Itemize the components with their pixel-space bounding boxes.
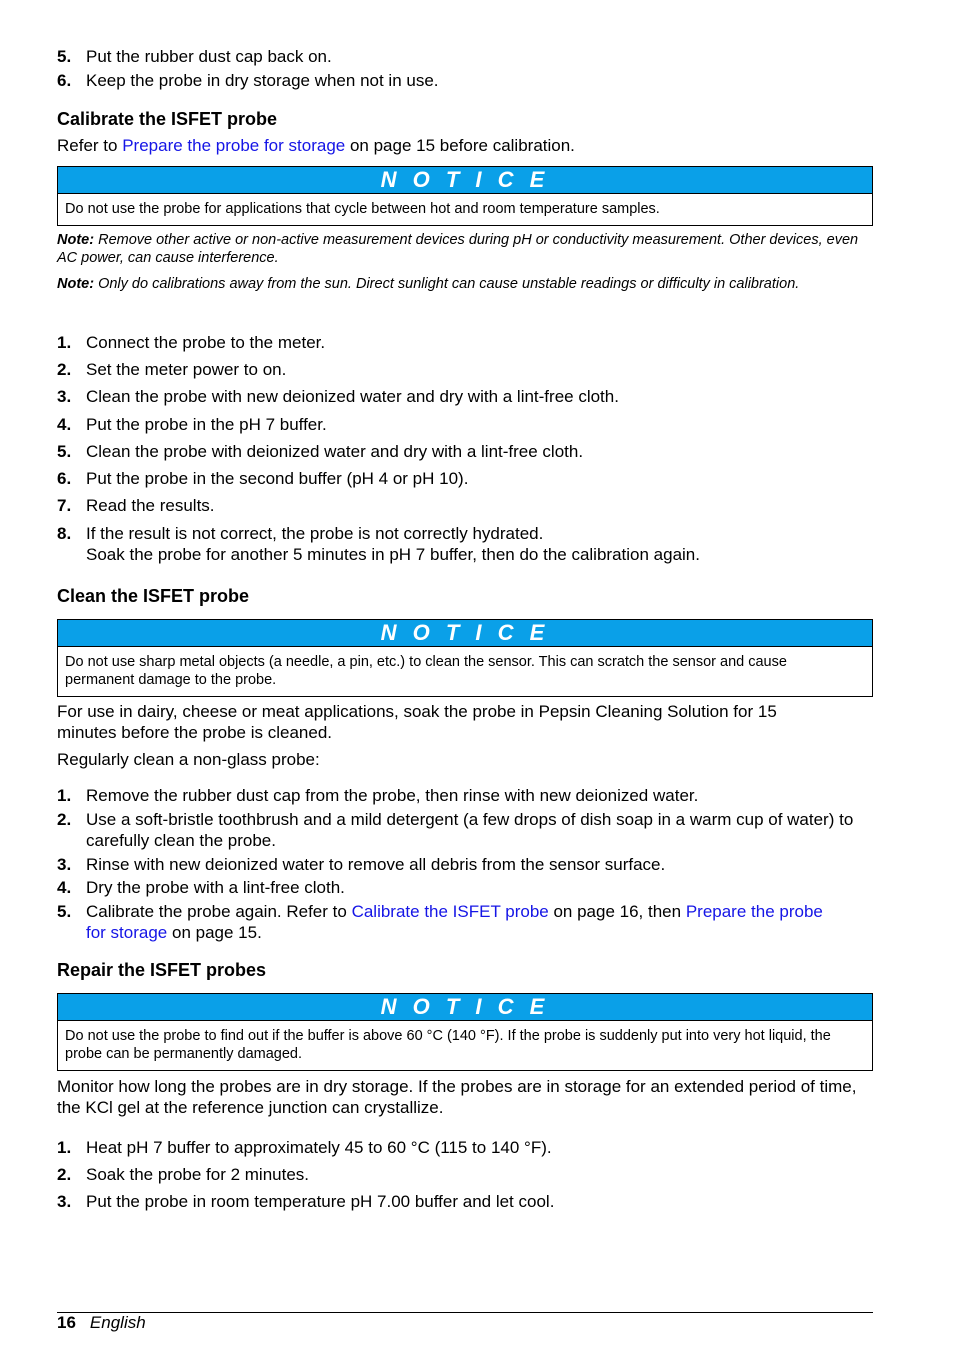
list-text: Put the rubber dust cap back on. (86, 47, 332, 66)
notice-text: Do not use the probe for applications that cycle between hot and room temperature samples. (65, 201, 660, 217)
list-number: 8. (57, 524, 72, 543)
list-text: Keep the probe in dry storage when not in use. (86, 71, 439, 90)
list-number: 3. (57, 387, 72, 406)
notice-title: N O T I C E (58, 994, 872, 1021)
list-number: 4. (57, 415, 72, 434)
list-text: Remove the rubber dust cap from the probe, then rinse with new deionized water. (86, 786, 699, 805)
link-calibrate-isfet-probe[interactable]: Calibrate the ISFET probe (351, 902, 549, 921)
list-text: Clean the probe with new deionized water and dry with a lint-free cloth. (86, 387, 619, 406)
list-number: 2. (57, 1165, 72, 1184)
list-text: Set the meter power to on. (86, 360, 287, 379)
paragraph: For use in dairy, cheese or meat applications, soak the probe in Pepsin Cleaning Solution for 15 minutes before the probe is cleaned. (57, 702, 777, 742)
section-heading-calibrate: Calibrate the ISFET probe (57, 109, 278, 129)
footer-divider (57, 1312, 873, 1313)
list-item (57, 468, 873, 489)
list-number: 5. (57, 442, 72, 461)
list-item (57, 386, 873, 407)
paragraph: Monitor how long the probes are in dry storage. If the probes are in storage for an extended period of time, the KCl gel at the reference junction can crystallize. (57, 1077, 857, 1117)
page-footer (57, 1312, 146, 1333)
list-item (57, 359, 873, 380)
list-item (57, 854, 873, 875)
paragraph: Regularly clean a non-glass probe: (57, 750, 320, 769)
list-item (57, 332, 873, 353)
list-text: If the result is not correct, the probe is not correctly hydrated. (86, 524, 544, 543)
link-prepare-probe-storage[interactable]: Prepare the probe for storage (122, 136, 346, 155)
section-heading-clean: Clean the ISFET probe (57, 586, 250, 606)
page-number: 16 (57, 1313, 76, 1332)
list-text: Heat pH 7 buffer to approximately 45 to 60 °C (115 to 140 °F). (86, 1138, 552, 1157)
list-item (57, 901, 873, 943)
list-item (57, 523, 873, 565)
note: Note: Remove other active or non-active measurement devices during pH or conductivity measurement. Other devices, even AC power, can cause interference. (57, 232, 859, 266)
notice-title: N O T I C E (58, 167, 872, 194)
list-text: Use a soft-bristle toothbrush and a mild detergent (a few drops of dish soap in a warm cup of water) to carefully clean the probe. (86, 810, 854, 850)
list-text: Put the probe in the pH 7 buffer. (86, 415, 327, 434)
link-prepare-probe-storage[interactable]: Prepare the probe for storage (86, 902, 823, 942)
list-text: Clean the probe with deionized water and dry with a lint-free cloth. (86, 442, 584, 461)
list-number: 7. (57, 496, 72, 515)
list-text: Rinse with new deionized water to remove all debris from the sensor surface. (86, 855, 666, 874)
list-number: 5. (57, 902, 72, 921)
list-text: Put the probe in room temperature pH 7.00 buffer and let cool. (86, 1192, 555, 1211)
list-text-continued: Soak the probe for another 5 minutes in pH 7 buffer, then do the calibration again. (86, 545, 700, 564)
calibrate-reference: Refer to Prepare the probe for storage on page 15 before calibration. (57, 136, 575, 155)
list-text: Dry the probe with a lint-free cloth. (86, 878, 345, 897)
list-item (57, 785, 873, 806)
list-number: 1. (57, 786, 72, 805)
list-item (57, 70, 873, 91)
notice-box (57, 166, 873, 226)
list-number: 1. (57, 1138, 72, 1157)
list-text: Read the results. (86, 496, 215, 515)
list-number: 4. (57, 878, 72, 897)
list-number: 1. (57, 333, 72, 352)
notice-text: Do not use sharp metal objects (a needle, a pin, etc.) to clean the sensor. This can scratch the sensor and cause permanent damage to the probe. (65, 654, 787, 688)
footer-language: English (89, 1313, 146, 1332)
list-number: 2. (57, 360, 72, 379)
list-item (57, 877, 873, 898)
list-item (57, 809, 873, 851)
list-text: Soak the probe for 2 minutes. (86, 1165, 310, 1184)
list-item (57, 441, 873, 462)
list-item (57, 495, 873, 516)
notice-box (57, 619, 873, 697)
notice-text: Do not use the probe to find out if the buffer is above 60 °C (140 °F). If the probe is suddenly put into very hot liquid, the probe can be permanently damaged. (65, 1028, 831, 1062)
list-number: 6. (57, 71, 72, 90)
list-item (57, 1164, 873, 1185)
list-number: 3. (57, 855, 72, 874)
list-item (57, 1191, 873, 1212)
note: Note: Only do calibrations away from the sun. Direct sunlight can cause unstable readings or difficulty in calibration. (57, 276, 800, 292)
notice-title: N O T I C E (58, 620, 872, 647)
list-number: 5. (57, 47, 72, 66)
list-item (57, 1137, 873, 1158)
list-text: Connect the probe to the meter. (86, 333, 326, 352)
list-number: 2. (57, 810, 72, 829)
list-text: Put the probe in the second buffer (pH 4 or pH 10). (86, 469, 469, 488)
list-number: 6. (57, 469, 72, 488)
section-heading-repair: Repair the ISFET probes (57, 960, 267, 980)
list-item (57, 46, 873, 67)
list-text: Calibrate the probe again. Refer to Calibrate the ISFET probe on page 16, then Prepare the probe for storage on page 15. (86, 902, 823, 942)
notice-box (57, 993, 873, 1071)
list-item (57, 414, 873, 435)
list-number: 3. (57, 1192, 72, 1211)
